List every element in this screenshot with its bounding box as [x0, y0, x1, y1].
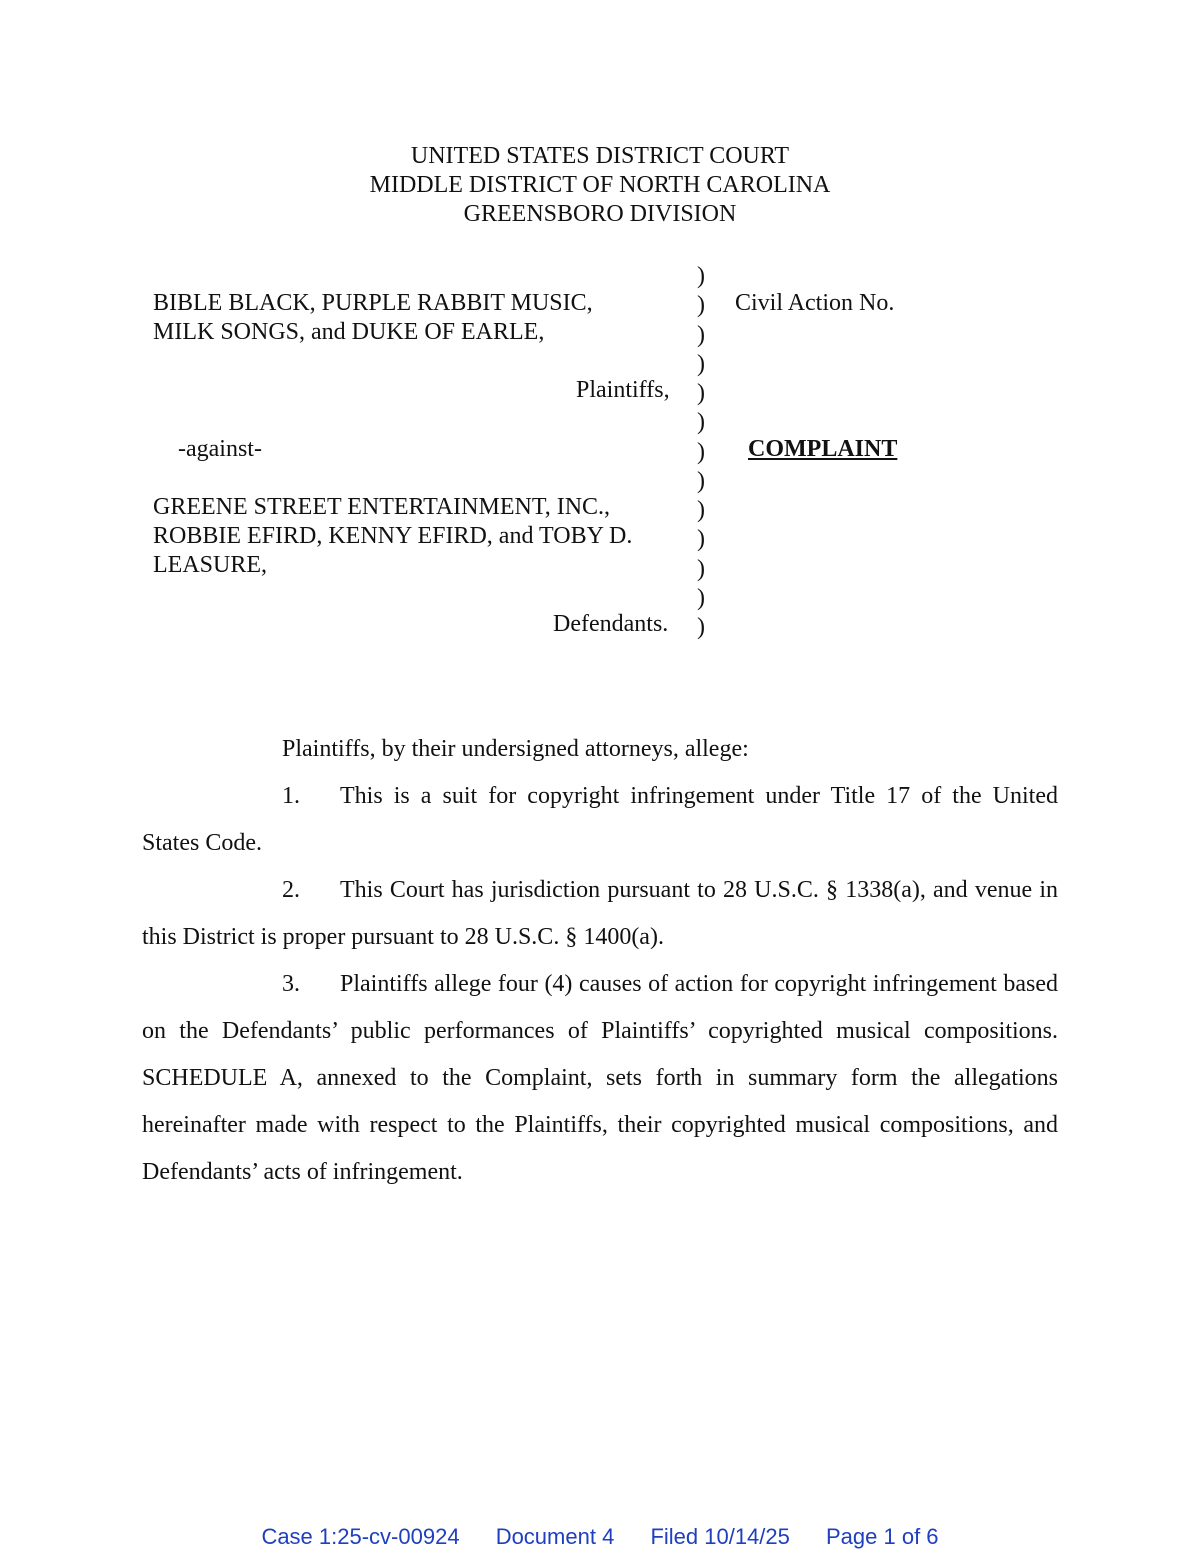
paragraph-number: 2. — [282, 877, 300, 903]
caption-paren: ) — [697, 292, 705, 319]
caption-paren: ) — [697, 467, 705, 494]
court-header — [0, 142, 1200, 229]
caption-paren: ) — [697, 497, 705, 523]
paragraph-text: Plaintiffs allege four (4) causes of action for copyright infringement based on the Defendants’ public performances of Plaintiffs’ copyrighted musical compositions. SCHEDULE A, annexed to the Complaint, sets forth in summary form the allegations hereinafter made with respect to the Plaintiffs, their copyrighted musical compositions, and Defendants’ acts of infringement. — [142, 971, 1058, 1185]
plaintiffs-names-line1: BIBLE BLACK, PURPLE RABBIT MUSIC, — [153, 290, 593, 316]
defendants-label: Defendants. — [553, 611, 669, 637]
paragraph-1 — [142, 773, 1058, 867]
document-number: Document 4 — [495, 1524, 615, 1549]
paragraph-number: 1. — [282, 783, 300, 809]
intro-sentence: Plaintiffs, by their undersigned attorneys, allege: — [282, 736, 749, 762]
document-title: COMPLAINT — [748, 436, 898, 462]
caption-paren: ) — [697, 584, 705, 611]
numbered-paragraphs — [142, 773, 1058, 1196]
caption-paren: ) — [697, 380, 705, 406]
caption-paren: ) — [697, 409, 705, 436]
paragraph-number: 3. — [282, 971, 300, 997]
caption-paren: ) — [697, 350, 705, 377]
court-division: GREENSBORO DIVISION — [463, 201, 737, 227]
paragraph-text: This Court has jurisdiction pursuant to 28 U.S.C. § 1338(a), and venue in this District is proper pursuant to 28 U.S.C. § 1400(a). — [142, 877, 1058, 950]
case-number: Case 1:25-cv-00924 — [261, 1524, 460, 1549]
caption-paren: ) — [697, 555, 705, 582]
against-label: -against- — [178, 436, 262, 462]
caption-paren: ) — [697, 526, 705, 553]
plaintiffs-label: Plaintiffs, — [576, 377, 670, 403]
caption-paren: ) — [697, 614, 705, 640]
caption-parenthesis-column — [697, 262, 705, 642]
paragraph-3 — [142, 961, 1058, 1196]
plaintiffs-names-line2: MILK SONGS, and DUKE OF EARLE, — [153, 319, 545, 345]
filing-footer — [0, 1524, 1200, 1550]
defendants-names-line1: GREENE STREET ENTERTAINMENT, INC., — [153, 494, 611, 520]
court-district: MIDDLE DISTRICT OF NORTH CAROLINA — [369, 172, 831, 198]
defendants-names-line2: ROBBIE EFIRD, KENNY EFIRD, and TOBY D. — [153, 523, 633, 549]
caption-paren: ) — [697, 321, 705, 348]
paragraph-2 — [142, 867, 1058, 961]
page-indicator: Page 1 of 6 — [826, 1524, 939, 1549]
civil-action-number: Civil Action No. — [735, 290, 895, 316]
paragraph-text: This is a suit for copyright infringement under Title 17 of the United States Code. — [142, 783, 1058, 856]
caption-paren: ) — [697, 263, 705, 289]
court-name: UNITED STATES DISTRICT COURT — [410, 143, 790, 169]
filed-date: Filed 10/14/25 — [650, 1524, 790, 1549]
defendants-names-line3: LEASURE, — [153, 552, 267, 578]
caption-paren: ) — [697, 438, 705, 465]
